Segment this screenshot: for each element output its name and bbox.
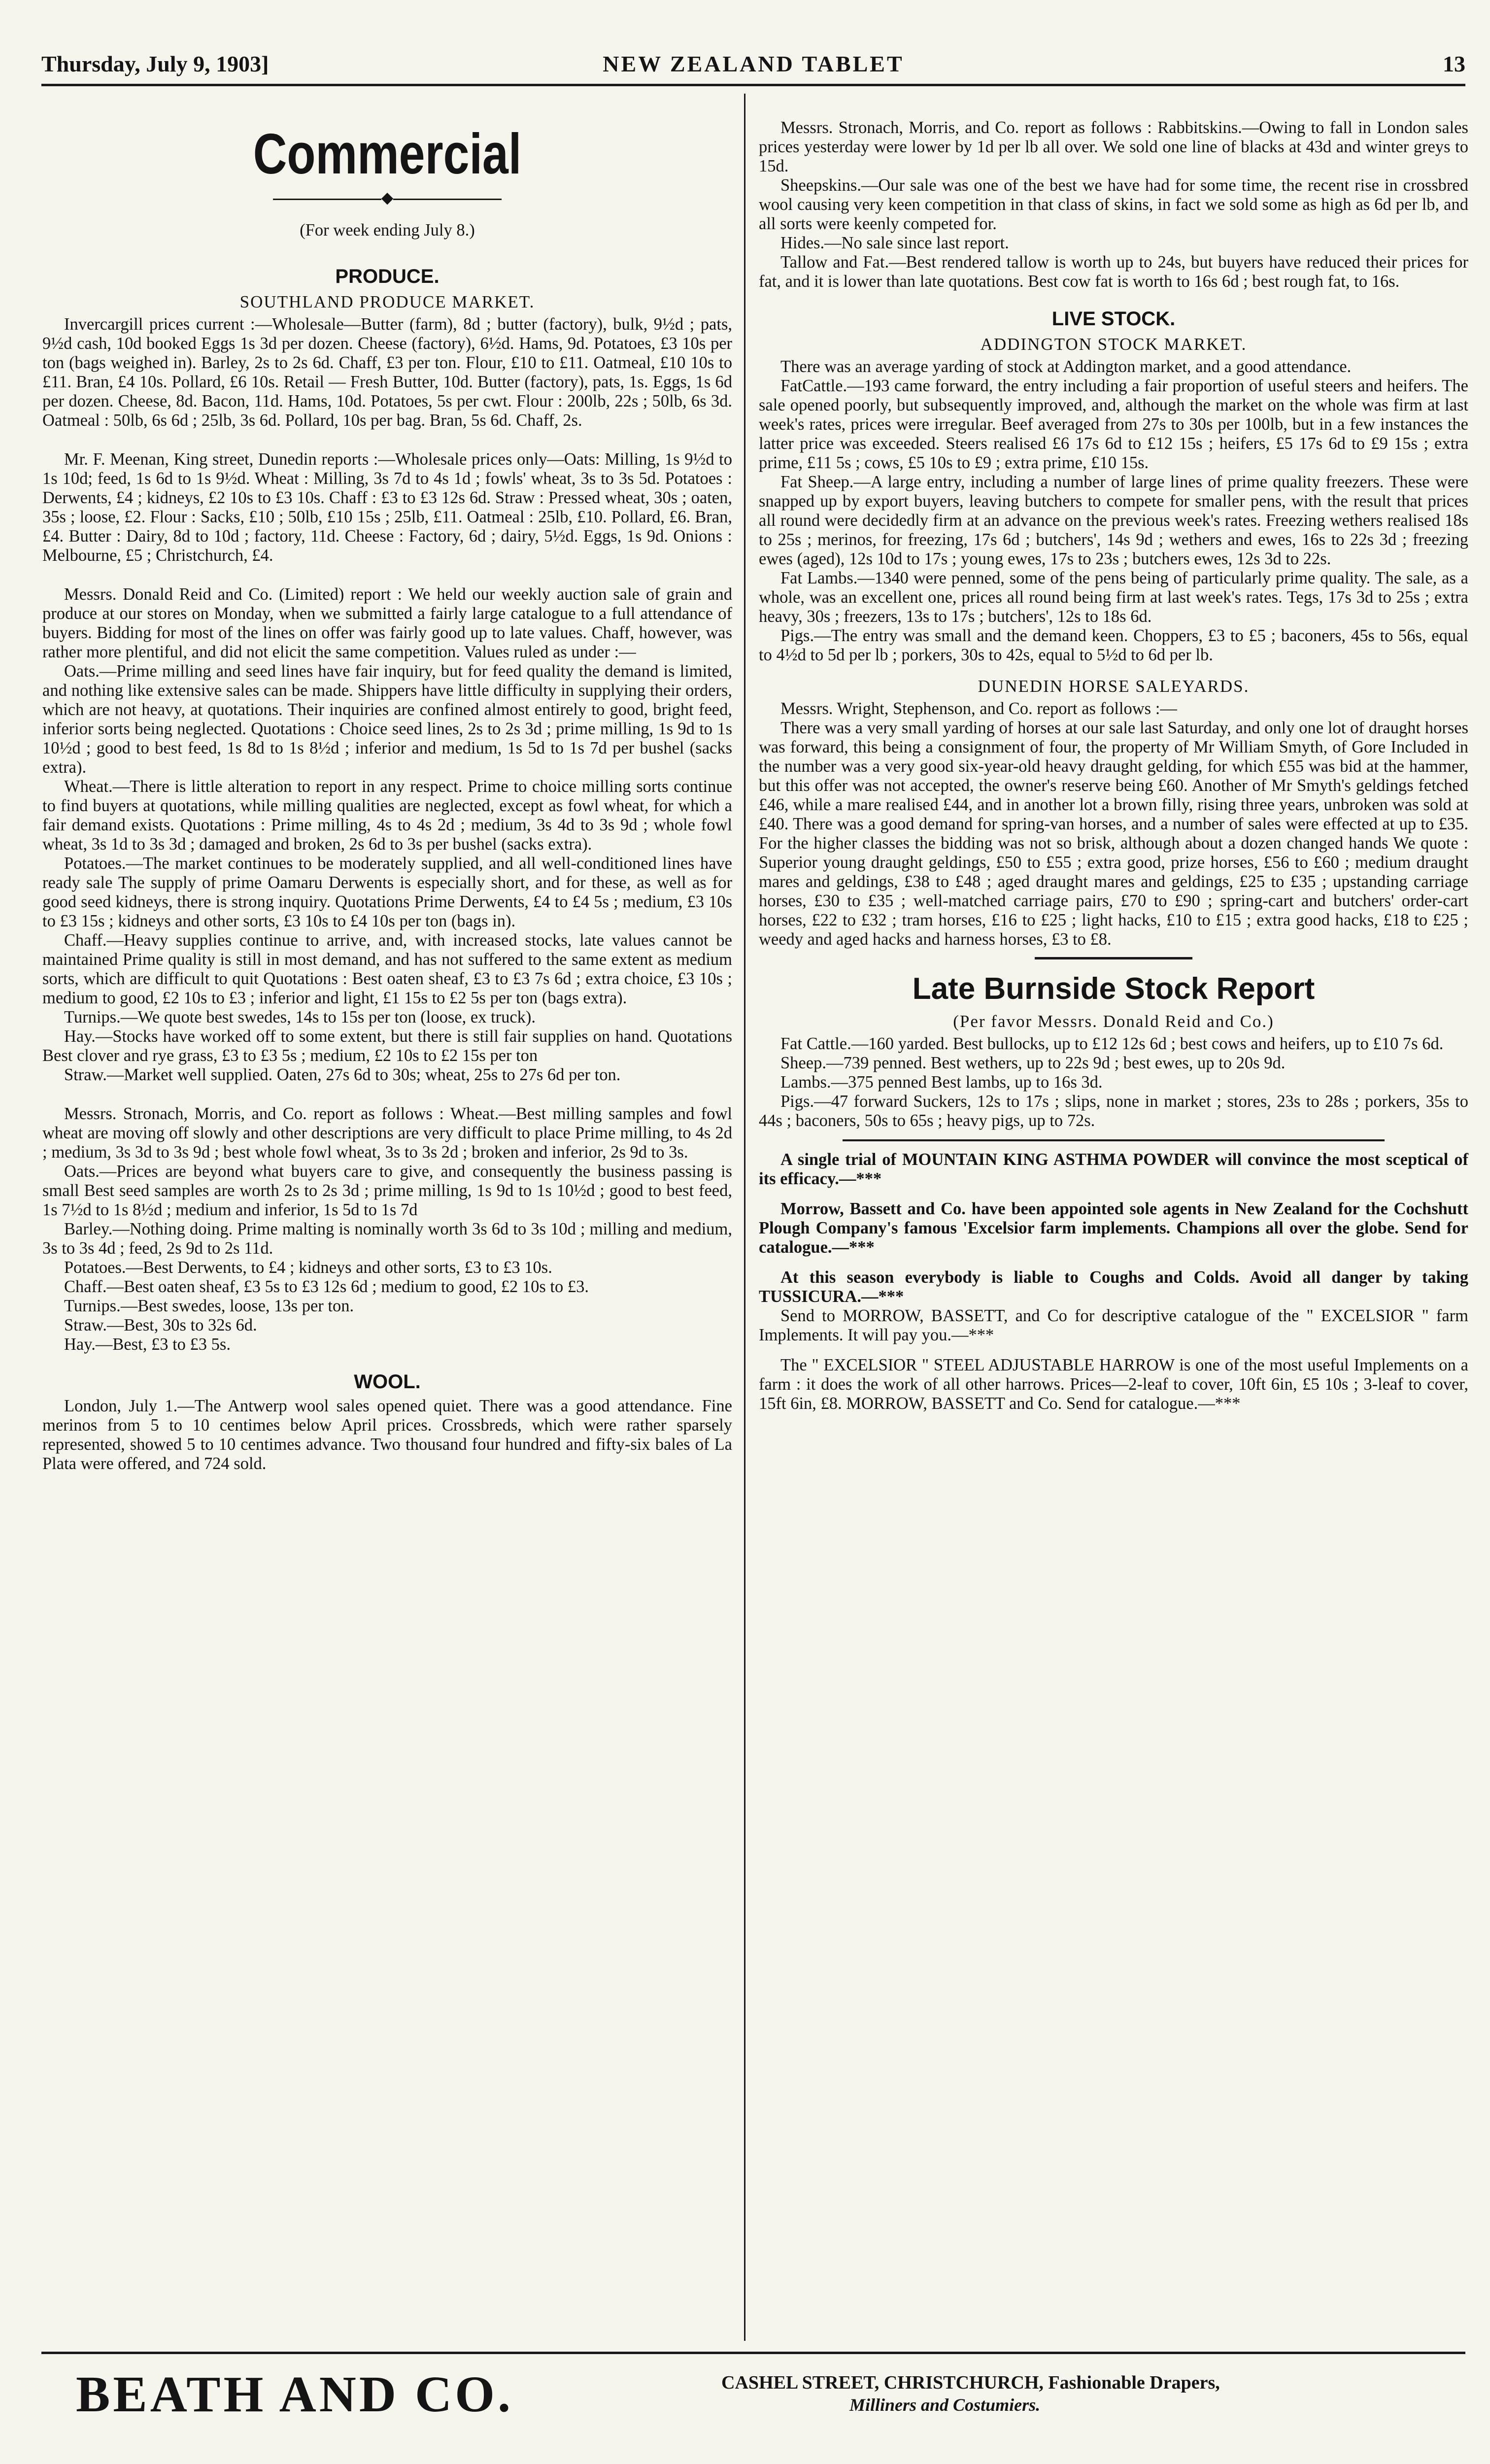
- southland-prices: Invercargill prices current :—Wholesale—Butter (farm), 8d ; butter (factory), bulk, 9½d ; pats, 9½d cash, 10d booked Eggs 1s 3d per dozen. Cheese (factory), 6½d. Hams, 9d. Potatoes, £3 10s per ton (bags weighed in). Barley, 2s to 2s 6d. Chaff, £3 per ton. Flour, £10 to £11. Oatmeal, £10 10s to £11. Bran, £4 10s. Pollard, £6 10s. Retail — Fresh Butter, 10d. Butter (factory), pats, 1s. Eggs, 1s 6d per dozen. Cheese, 8d. Bacon, 11d. Hams, 10d. Potatoes, 5s per cwt. Flour : 200lb, 22s ; 50lb, 6s 3d. Oatmeal : 50lb, 6s 6d ; 25lb, 3s 6d. Pollard, 10s per bag. Bran, 5s 6d. Chaff, 2s.: [42, 315, 732, 430]
- stronach-turnips: Turnips.—Best swedes, loose, 13s per ton.: [64, 1297, 354, 1315]
- section-title-commercial: Commercial: [253, 122, 522, 186]
- wool-stronach-rabbitskins: Messrs. Stronach, Morris, and Co. report as follows : Rabbitskins.—Owing to fall in London sales prices yesterday were lower by 1d per lb all over. We sold one line of blacks at 43d and winter greys to 15d.: [759, 118, 1468, 175]
- horse-intro: Messrs. Wright, Stephenson, and Co. report as follows :—: [780, 699, 1177, 718]
- header-page-number: 13: [1443, 51, 1465, 76]
- advert-asthma-powder: A single trial of MOUNTAIN KING ASTHMA POWDER will convince the most sceptical of its efficacy.—***: [759, 1150, 1468, 1188]
- footer-rule: [41, 2352, 1465, 2354]
- advert-excelsior-agents: Morrow, Bassett and Co. have been appointed sole agents in New Zealand for the Cochshutt Plough Company's famous 'Excelsior farm implements. Champions all over the globe. Send for catalogue.—***: [759, 1199, 1468, 1257]
- ornament-diamond-icon: ◆: [381, 190, 393, 206]
- advert-rule: [843, 1139, 1385, 1141]
- column-divider: [744, 94, 745, 2341]
- stronach-wheat: Messrs. Stronach, Morris, and Co. report as follows : Wheat.—Best milling samples and fowl wheat are moving off slowly and other descriptions are very difficult to place Prime milling, to 4s 2d ; medium, 3s 3d to 3s 9d ; best whole fowl wheat, 3s to 3s 2d ; broken and inferior, 2s 9d to 3s.: [42, 1104, 732, 1162]
- heading-live-stock: LIVE STOCK.: [1051, 308, 1176, 330]
- heading-southland-market: SOUTHLAND PRODUCE MARKET.: [239, 292, 535, 311]
- burnside-fat-cattle: Fat Cattle.—160 yarded. Best bullocks, up to £12 12s 6d ; best cows and heifers, up to £10 7s 6d.: [780, 1034, 1444, 1053]
- reid-hay: Hay.—Stocks have worked off to some extent, but there is still fair supplies on hand. Quotations Best clover and rye grass, £3 to £3 5s ; medium, £2 10s to £2 15s per ton: [42, 1027, 732, 1065]
- reid-intro: Messrs. Donald Reid and Co. (Limited) report : We held our weekly auction sale of grain and produce at our stores on Monday, when we submitted a fairly large catalogue to a full attendance of buyers. Bidding for most of the lines on offer was fairly good up to late values. Chaff, however, was rather more plentiful, and did not elicit the same competition. Values ruled as under :—: [42, 585, 732, 661]
- header-publication: NEW ZEALAND TABLET: [603, 51, 904, 76]
- footer-trade: Milliners and Costumiers.: [849, 2395, 1041, 2415]
- burnside-pigs: Pigs.—47 forward Suckers, 12s to 17s ; slips, none in market ; stores, 23s to 28s ; porkers, 35s to 44s ; baconers, 50s to 65s ; heavy pigs, up to 72s.: [759, 1092, 1468, 1130]
- heading-addington-market: ADDINGTON STOCK MARKET.: [980, 335, 1247, 354]
- page-header: [41, 49, 1465, 79]
- addington-pigs: Pigs.—The entry was small and the demand keen. Choppers, £3 to £5 ; baconers, 45s to 56s, equal to 4½d to 5d per lb ; porkers, 30s to 42s, equal to 5½d to 6d per lb.: [759, 626, 1468, 664]
- stronach-potatoes: Potatoes.—Best Derwents, to £4 ; kidneys and other sorts, £3 to £3 10s.: [64, 1258, 552, 1277]
- advert-tussicura: At this season everybody is liable to Coughs and Colds. Avoid all danger by taking TUSSICURA.—***: [759, 1268, 1468, 1306]
- reid-potatoes: Potatoes.—The market continues to be moderately supplied, and all well-conditioned lines have ready sale The supply of prime Oamaru Derwents is especially short, and for these, as well as for good seed kidneys, there is strong inquiry. Quotations Prime Derwents, £4 to £4 5s ; medium, £3 10s to £3 15s ; kidneys and other sorts, £3 10s to £4 10s per ton (bags in).: [42, 854, 732, 930]
- heading-horse-saleyards: DUNEDIN HORSE SALEYARDS.: [978, 677, 1250, 696]
- header-rule: [41, 84, 1465, 86]
- stronach-hay: Hay.—Best, £3 to £3 5s.: [64, 1335, 231, 1354]
- section-rule: [1035, 957, 1192, 959]
- stronach-oats: Oats.—Prices are beyond what buyers care to give, and consequently the business passing is small Best seed samples are worth 2s to 2s 3d ; prime milling, 1s 9d to 1s 10½d ; good to best feed, 1s 7½d to 1s 8½d ; medium and inferior, 1s 5d to 1s 7d: [42, 1162, 732, 1219]
- heading-late-burnside: Late Burnside Stock Report: [912, 972, 1315, 1006]
- advert-catalogue: Send to MORROW, BASSETT, and Co for descriptive catalogue of the " EXCELSIOR " farm Implements. It will pay you.—***: [759, 1306, 1468, 1344]
- reid-chaff: Chaff.—Heavy supplies continue to arrive, and, with increased stocks, late values cannot be maintained Prime quality is still in most demand, and has not suffered to the same extent as medium sorts, which are difficult to quit Quotations : Best oaten sheaf, £3 to £3 7s 6d ; extra choice, £3 10s ; medium to good, £2 10s to £3 ; inferior and light, £1 15s to £2 5s per ton (bags extra).: [42, 931, 732, 1007]
- stronach-barley: Barley.—Nothing doing. Prime malting is nominally worth 3s 6d to 3s 10d ; milling and medium, 3s to 3s 4d ; feed, 2s 9d to 2s 11d.: [42, 1220, 732, 1258]
- wool-stronach-hides: Hides.—No sale since last report.: [780, 234, 1009, 252]
- header-date: Thursday, July 9, 1903]: [41, 51, 269, 76]
- reid-straw: Straw.—Market well supplied. Oaten, 27s 6d to 30s; wheat, 25s to 27s 6d per ton.: [64, 1065, 621, 1084]
- wool-stronach-tallow: Tallow and Fat.—Best rendered tallow is worth up to 24s, but buyers have reduced their prices for fat, and it is lower than late quotations. Best cow fat is worth to 16s 6d ; best rough fat, to 16s.: [759, 253, 1468, 291]
- stronach-straw: Straw.—Best, 30s to 32s 6d.: [64, 1316, 257, 1335]
- left-column: [42, 118, 732, 1473]
- stronach-chaff: Chaff.—Best oaten sheaf, £3 5s to £3 12s 6d ; medium to good, £2 10s to £3.: [64, 1277, 589, 1296]
- burnside-lambs: Lambs.—375 penned Best lambs, up to 16s 3d.: [780, 1073, 1103, 1092]
- page-footer: [41, 2365, 1465, 2425]
- right-column: [759, 118, 1468, 1413]
- title-ornament: [42, 188, 732, 208]
- advert-harrow: The " EXCELSIOR " STEEL ADJUSTABLE HARROW is one of the most useful Implements on a farm : it does the work of all other harrows. Prices—2-leaf to cover, 10ft 6in, £5 10s ; 3-leaf to cover, 15ft 6in, £8. MORROW, BASSETT and Co. Send for catalogue.—***: [759, 1356, 1468, 1413]
- reid-oats: Oats.—Prime milling and seed lines have fair inquiry, but for feed quality the demand is limited, and nothing like extensive sales can be made. Shippers have little difficulty in supplying their orders, which are not heavy, at quotations. Their inquiries are confined almost entirely to good, bright feed, inferior sorts being neglected. Quotations : Choice seed lines, 2s to 2s 3d ; prime milling, 1s 9d to 1s 10½d ; good to best feed, 1s 8d to 1s 8½d ; inferior and medium, 1s 5d to 1s 7d per bushel (sacks extra).: [42, 662, 732, 777]
- heading-wool: WOOL.: [354, 1371, 421, 1393]
- addington-intro: There was an average yarding of stock at Addington market, and a good attendance.: [780, 357, 1352, 376]
- horse-report: There was a very small yarding of horses at our sale last Saturday, and only one lot of draught horses was forward, this being a consignment of four, the property of Mr William Smyth, of Gore Included in the number was a very good six-year-old heavy draught gelding, for which £55 was bid at the hammer, but this offer was not accepted, the owner's reserve being £60. Another of Mr Smyth's geldings fetched £46, while a mare realised £44, and in another lot a brown filly, rising three years, unbroken was sold at £40. There was a good demand for spring-van horses, and a number of sales were effected at up to £35. For the higher classes the bidding was not so brisk, although about a dozen changed hands We quote : Superior young draught geldings, £50 to £55 ; extra good, prize horses, £56 to £60 ; medium draught mares and geldings, £38 to £48 ; aged draught mares and geldings, £25 to £35 ; upstanding carriage horses, £30 to £35 ; well-matched carriage pairs, £70 to £90 ; spring-cart and butchers' order-cart horses, £22 to £32 ; tram horses, £16 to £25 ; light hacks, £10 to £15 ; extra good hacks, £18 to £25 ; weedy and aged hacks and harness horses, £3 to £8.: [759, 719, 1468, 949]
- footer-address: CASHEL STREET, CHRISTCHURCH, Fashionable Drapers,: [721, 2372, 1220, 2393]
- wool-london-report: London, July 1.—The Antwerp wool sales opened quiet. There was a good attendance. Fine merinos from 5 to 10 centimes below April prices. Crossbreds, which were rather sparsely represented, showed 5 to 10 centimes advance. Two thousand four hundred and fifty-six bales of La Plata were offered, and 724 sold.: [42, 1397, 732, 1473]
- burnside-sheep: Sheep.—739 penned. Best wethers, up to 22s 9d ; best ewes, up to 20s 9d.: [780, 1054, 1286, 1072]
- reid-turnips: Turnips.—We quote best swedes, 14s to 15s per ton (loose, ex truck).: [64, 1008, 536, 1027]
- week-ending: (For week ending July 8.): [300, 221, 475, 240]
- addington-fat-lambs: Fat Lambs.—1340 were penned, some of the pens being of particularly prime quality. The sale, as a whole, was an excellent one, prices all round being firm at last week's rates. Tegs, 17s 3d to 25s ; extra heavy, 30s ; freezers, 13s to 17s ; butchers', 12s to 18s 6d.: [759, 569, 1468, 626]
- addington-fat-sheep: Fat Sheep.—A large entry, including a number of large lines of prime quality freezers. These were snapped up by export buyers, leaving butchers to compete for smaller pens, with the result that prices all round were decidedly firm at an advance on the previous week's rates. Freezing wethers realised 18s to 25s ; merinos, for freezing, 17s 6d ; butchers', 14s 9d ; wethers and ewes, 16s to 22s 3d ; freezing ewes (aged), 12s 10d to 17s ; young ewes, 17s to 23s ; butchers ewes, 12s 3d to 22s.: [759, 473, 1468, 568]
- wool-stronach-sheepskins: Sheepskins.—Our sale was one of the best we have had for some time, the recent rise in crossbred wool causing very keen competition in that class of skins, in fact we sold some as high as 6d per lb, and all sorts were keenly competed for.: [759, 176, 1468, 233]
- reid-wheat: Wheat.—There is little alteration to report in any respect. Prime to choice milling sorts continue to find buyers at quotations, while milling qualities are neglected, except as fowl wheat, for which a fair demand exists. Quotations : Prime milling, 4s to 4s 2d ; medium, 3s 4d to 3s 9d ; whole fowl wheat, 3s 1d to 3s 3d ; damaged and broken, 2s 6d to 3s per bushel (sacks extra).: [42, 777, 732, 854]
- footer-advertiser-name: BEATH AND CO.: [76, 2366, 513, 2423]
- burnside-source: (Per favor Messrs. Donald Reid and Co.): [953, 1012, 1274, 1031]
- heading-produce: PRODUCE.: [335, 266, 440, 287]
- addington-fat-cattle: FatCattle.—193 came forward, the entry including a fair proportion of useful steers and heifers. The sale opened poorly, but subsequently improved, and, although the market on the whole was firm at last week's rates, prices were irregular. Beef averaged from 27s to 30s per 100lb, but in a few instances the latter price was exceeded. Steers realised £6 17s 6d to £12 15s ; heifers, £5 17s 6d to £9 15s ; extra prime, £11 5s ; cows, £5 10s to £9 ; extra prime, £10 15s.: [759, 376, 1468, 472]
- meenan-report: Mr. F. Meenan, King street, Dunedin reports :—Wholesale prices only—Oats: Milling, 1s 9½d to 1s 10d; feed, 1s 6d to 1s 9½d. Wheat : Milling, 3s 7d to 4s 1d ; fowls' wheat, 3s to 3s 5d. Potatoes : Derwents, £4 ; kidneys, £2 10s to £3 10s. Chaff : £3 to £3 12s 6d. Straw : Pressed wheat, 30s ; oaten, 35s ; loose, £2. Flour : Sacks, £10 ; 50lb, £10 15s ; 25lb, £11. Oatmeal : 25lb, £10. Pollard, £6. Bran, £4. Butter : Dairy, 8d to 10d ; factory, 11d. Cheese : Factory, 6d ; dairy, 5½d. Eggs, 1s 9d. Onions : Melbourne, £5 ; Christchurch, £4.: [42, 450, 732, 565]
